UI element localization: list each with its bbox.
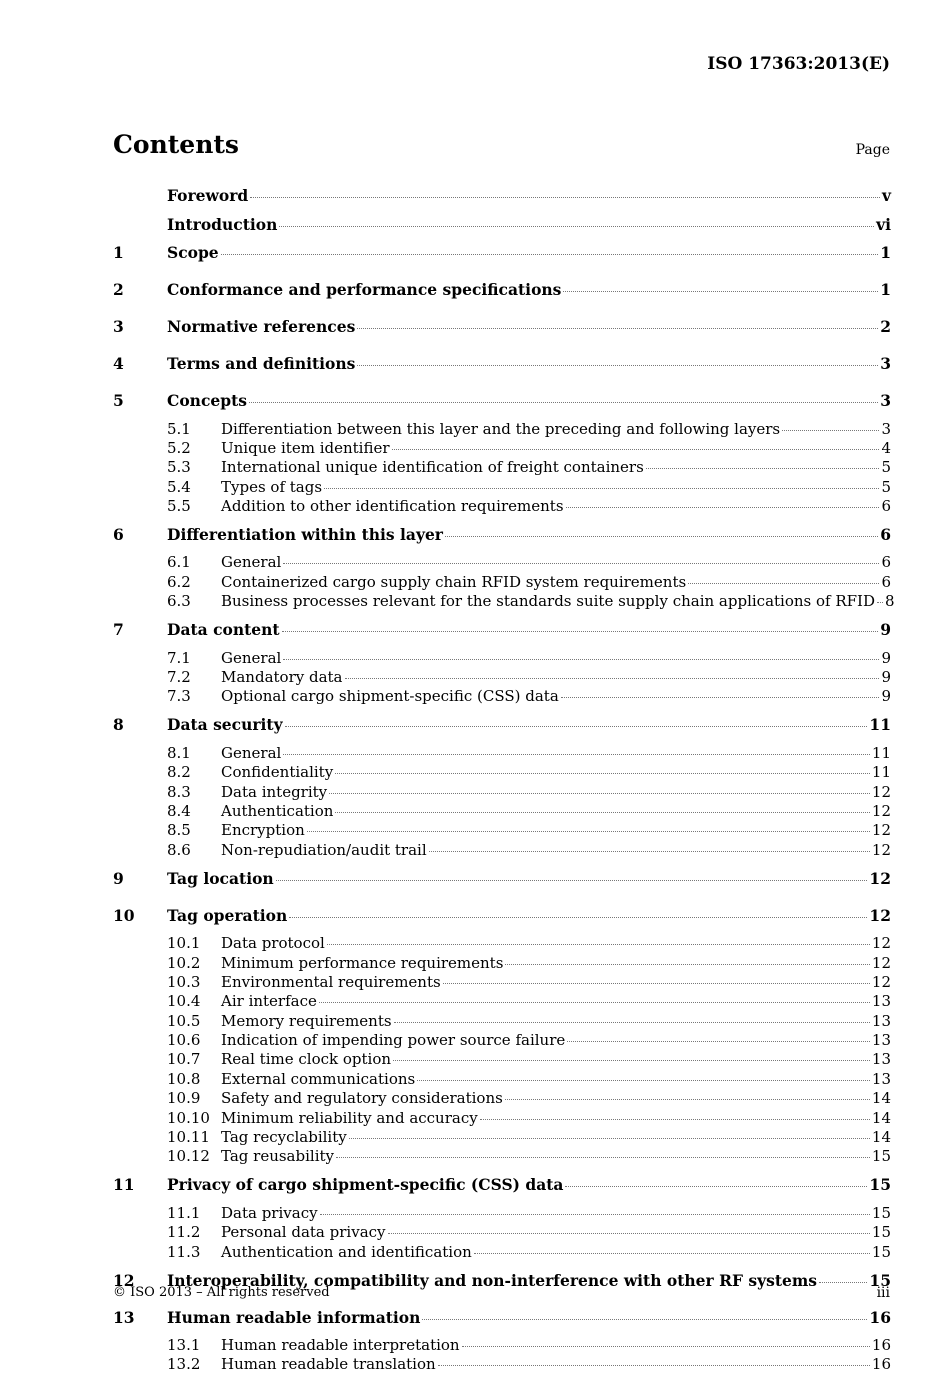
toc-subentry[interactable]: [113, 592, 895, 611]
toc-subentry-page: 9: [881, 648, 891, 667]
toc-subentry-number: 6.3: [167, 592, 191, 611]
dot-leader: [335, 773, 870, 774]
toc-subentry-number: 10.8: [167, 1069, 201, 1088]
toc-entry-title: Foreword: [167, 186, 249, 205]
toc-entry-page: vi: [876, 214, 891, 234]
dot-leader: [445, 536, 878, 537]
toc-subentry-number: 10.11: [167, 1128, 210, 1147]
toc-subentry-title: Tag reusability: [221, 1147, 334, 1166]
toc-subentry[interactable]: [113, 1204, 891, 1223]
toc-subentry[interactable]: [113, 1128, 891, 1147]
toc-subentry[interactable]: [113, 1336, 891, 1355]
toc-subentry[interactable]: [113, 1070, 891, 1089]
toc-subentry-title: Air interface: [221, 992, 317, 1011]
toc-subentry-page: 6: [881, 497, 891, 516]
toc-subentry[interactable]: [113, 1147, 891, 1166]
toc-subentry-title: Personal data privacy: [221, 1223, 386, 1242]
dot-leader: [282, 631, 879, 632]
toc-subentry-title: Differentiation between this layer and the preceding and following layers: [221, 419, 781, 438]
dot-leader: [283, 659, 879, 660]
toc-subentry[interactable]: [113, 1012, 891, 1031]
dot-leader: [565, 1186, 867, 1187]
dot-leader: [320, 1214, 870, 1215]
toc-subentry-page: 12: [871, 953, 891, 972]
toc-subentry-number: 8.1: [167, 743, 191, 762]
toc-subentry[interactable]: [113, 1109, 891, 1128]
toc-subentry-number: 11.2: [167, 1223, 201, 1242]
toc-entry[interactable]: [113, 243, 891, 272]
toc-entry-number: 13: [113, 1307, 135, 1327]
toc-subentry-page: 16: [871, 1336, 891, 1354]
dot-leader: [357, 328, 878, 329]
toc-subentry[interactable]: [113, 973, 891, 992]
toc-entry-number: 5: [113, 391, 124, 410]
dot-leader: [819, 1282, 867, 1283]
toc-subentry[interactable]: [113, 573, 891, 592]
toc-subentry-number: 5.3: [167, 458, 191, 477]
toc-subentry[interactable]: [113, 1089, 891, 1108]
toc-subentry[interactable]: [113, 1031, 891, 1050]
dot-leader: [324, 488, 879, 489]
toc-subentry-number: 8.3: [167, 782, 191, 801]
dot-leader: [336, 1157, 870, 1158]
toc-subentry-title: Types of tags: [221, 477, 323, 496]
toc-subentry-page: 6: [881, 553, 891, 572]
toc-subentry-page: 13: [871, 992, 891, 1011]
toc-subentry[interactable]: [113, 553, 891, 572]
toc-subentry-page: 9: [881, 668, 891, 687]
toc-entry-page: 9: [880, 620, 891, 640]
toc-subentry[interactable]: [113, 992, 891, 1011]
toc-entry-title: Human readable information: [167, 1307, 421, 1327]
dot-leader: [283, 563, 879, 564]
toc-subentry-title: Mandatory data: [221, 668, 343, 687]
toc-subentry-number: 5.1: [167, 419, 191, 438]
toc-subentry[interactable]: [113, 934, 891, 953]
toc-subentry[interactable]: [113, 954, 891, 973]
toc-subentry[interactable]: [113, 841, 891, 860]
toc-subentry-page: 14: [871, 1089, 891, 1108]
toc-entry-title: Differentiation within this layer: [167, 524, 443, 544]
dot-leader: [394, 1022, 870, 1023]
toc-entry[interactable]: [113, 317, 891, 346]
toc-subentry-title: Environmental requirements: [221, 972, 441, 991]
dot-leader: [505, 1099, 870, 1100]
toc-subentry[interactable]: [113, 458, 891, 477]
dot-leader: [289, 917, 867, 918]
toc-subentry-title: Encryption: [221, 821, 305, 840]
toc-subentry-page: 12: [871, 840, 891, 859]
toc-subentry-page: 16: [871, 1355, 891, 1374]
toc-entry-number: 9: [113, 868, 124, 888]
toc-entry-page: 6: [880, 524, 891, 544]
dot-leader: [438, 1365, 870, 1366]
toc-subentry-number: 10.1: [167, 934, 201, 953]
toc-entry-number: 7: [113, 620, 124, 640]
toc-subentry-page: 13: [871, 1011, 891, 1030]
toc-entry[interactable]: [113, 1308, 891, 1337]
toc-subentry-page: 12: [871, 782, 891, 801]
toc-subentry[interactable]: [113, 821, 891, 840]
toc-subentry-number: 5.2: [167, 438, 191, 457]
toc-subentry-page: 12: [871, 801, 891, 820]
toc-subentry-page: 4: [881, 438, 891, 457]
toc-entry-title: Data security: [167, 715, 283, 735]
toc-subentry-number: 11.1: [167, 1203, 201, 1222]
toc-subentry-number: 11.3: [167, 1242, 201, 1261]
toc-subentry-title: General: [221, 553, 282, 572]
toc-entry-number: 12: [113, 1270, 135, 1290]
dot-leader: [429, 851, 870, 852]
dot-leader: [392, 449, 880, 450]
toc-subentry-page: 11: [871, 743, 891, 762]
toc-subentry-title: Minimum performance requirements: [221, 953, 504, 972]
toc-subentry-title: Minimum reliability and accuracy: [221, 1108, 478, 1127]
toc-subentry-page: 5: [881, 458, 891, 477]
toc-subentry-page: 5: [881, 477, 891, 496]
toc-entry[interactable]: [113, 620, 891, 649]
toc-subentry-title: Tag recyclability: [221, 1128, 347, 1147]
toc-subentry-title: Data protocol: [221, 934, 325, 953]
toc-subentry-page: 3: [881, 419, 891, 438]
toc-subentry-page: 6: [881, 572, 891, 591]
toc-entry-title: Interoperability, compatibility and non-interference with other RF systems: [167, 1270, 817, 1290]
dot-leader: [276, 880, 868, 881]
copyright-notice: © ISO 2013 – All rights reserved: [113, 1285, 330, 1300]
toc-subentry-page: 9: [881, 687, 891, 706]
toc-entry-title: Introduction: [167, 214, 278, 234]
dot-leader: [285, 726, 868, 727]
toc-subentry-page: 15: [871, 1223, 891, 1242]
toc-subentry-title: Confidentiality: [221, 763, 334, 782]
toc-subentry-page: 12: [871, 934, 891, 953]
toc-subentry-number: 7.1: [167, 648, 191, 667]
toc-entry[interactable]: [113, 215, 891, 244]
toc-subentry[interactable]: [113, 1355, 891, 1374]
toc-subentry-number: 7.2: [167, 668, 191, 687]
toc-subentry-number: 10.3: [167, 972, 201, 991]
toc-subentry[interactable]: [113, 687, 891, 706]
toc-subentry-number: 6.2: [167, 572, 191, 591]
toc-subentry-title: Authentication: [221, 801, 334, 820]
toc-entry-number: 1: [113, 243, 124, 262]
toc-subentry-number: 8.2: [167, 763, 191, 782]
dot-leader: [250, 197, 880, 198]
toc-subentry-page: 15: [871, 1147, 891, 1166]
toc-entry-number: 3: [113, 317, 124, 336]
toc-subentry-title: General: [221, 648, 282, 667]
toc-subentry-title: Addition to other identification requirements: [221, 497, 564, 516]
toc-subentry-number: 8.5: [167, 821, 191, 840]
toc-entry-page: 15: [869, 1175, 891, 1195]
toc-subentry-number: 10.10: [167, 1108, 210, 1127]
toc-entry-page: v: [881, 186, 891, 205]
page-number: iii: [876, 1285, 890, 1301]
dot-leader: [480, 1119, 870, 1120]
table-of-contents: [113, 186, 895, 1375]
toc-subentry-page: 14: [871, 1128, 891, 1147]
dot-leader: [279, 226, 874, 227]
toc-entry-title: Conformance and performance specifications: [167, 280, 562, 299]
toc-subentry-number: 10.7: [167, 1050, 201, 1069]
toc-subentry-title: General: [221, 743, 282, 762]
toc-entry-page: 3: [880, 354, 891, 373]
dot-leader: [566, 507, 880, 508]
dot-leader: [443, 983, 870, 984]
dot-leader: [782, 430, 879, 431]
toc-subentry[interactable]: [113, 668, 891, 687]
dot-leader: [505, 964, 869, 965]
toc-subentry-page: 15: [871, 1203, 891, 1222]
toc-entry-number: 6: [113, 524, 124, 544]
toc-entry[interactable]: [113, 391, 891, 420]
toc-entry-number: 8: [113, 715, 124, 735]
toc-entry-page: 3: [880, 391, 891, 410]
toc-subentry-title: Containerized cargo supply chain RFID system requirements: [221, 572, 687, 591]
toc-subentry[interactable]: [113, 783, 891, 802]
dot-leader: [319, 1002, 870, 1003]
toc-entry-page: 11: [869, 715, 891, 735]
toc-entry[interactable]: [113, 906, 891, 935]
toc-subentry[interactable]: [113, 420, 891, 439]
toc-subentry-number: 10.4: [167, 992, 201, 1011]
toc-subentry[interactable]: [113, 1050, 891, 1069]
toc-subentry-page: 14: [871, 1108, 891, 1127]
dot-leader: [417, 1080, 870, 1081]
toc-subentry-number: 5.4: [167, 477, 191, 496]
toc-subentry-title: Indication of impending power source failure: [221, 1031, 566, 1050]
toc-subentry-page: 13: [871, 1031, 891, 1050]
toc-entry-page: 12: [869, 905, 891, 925]
toc-entry-number: 4: [113, 354, 124, 373]
toc-entry[interactable]: [113, 869, 891, 898]
toc-entry[interactable]: [113, 354, 891, 383]
dot-leader: [393, 1060, 870, 1061]
toc-subentry-title: Real time clock option: [221, 1050, 392, 1069]
toc-subentry-number: 10.2: [167, 953, 201, 972]
dot-leader: [307, 831, 870, 832]
toc-entry-number: 2: [113, 280, 124, 299]
toc-subentry[interactable]: [113, 1223, 891, 1242]
toc-entry-page: 2: [880, 317, 891, 336]
toc-entry-title: Terms and definitions: [167, 354, 356, 373]
toc-subentry-number: 10.12: [167, 1147, 210, 1166]
document-id: ISO 17363:2013(E): [707, 54, 890, 74]
toc-subentry-title: Safety and regulatory considerations: [221, 1089, 503, 1108]
toc-subentry[interactable]: [113, 497, 891, 516]
dot-leader: [462, 1346, 870, 1347]
dot-leader: [563, 291, 878, 292]
toc-subentry-title: Data integrity: [221, 782, 328, 801]
toc-entry-number: 10: [113, 905, 135, 925]
toc-subentry-title: Unique item identifier: [221, 438, 390, 457]
toc-entry[interactable]: [113, 715, 891, 744]
toc-subentry-number: 7.3: [167, 687, 191, 706]
toc-subentry-title: International unique identification of freight containers: [221, 458, 644, 477]
toc-subentry-number: 10.9: [167, 1089, 201, 1108]
toc-entry-title: Tag location: [167, 868, 274, 888]
dot-leader: [249, 402, 878, 403]
dot-leader: [335, 812, 870, 813]
toc-subentry-title: Optional cargo shipment-specific (CSS) data: [221, 687, 559, 706]
dot-leader: [474, 1253, 870, 1254]
toc-subentry-page: 13: [871, 1069, 891, 1088]
toc-subentry[interactable]: [113, 744, 891, 763]
toc-entry[interactable]: [113, 280, 891, 309]
dot-leader: [567, 1041, 870, 1042]
toc-entry-title: Tag operation: [167, 905, 288, 925]
toc-subentry-title: External communications: [221, 1069, 416, 1088]
dot-leader: [388, 1233, 870, 1234]
toc-entry-title: Normative references: [167, 317, 356, 336]
toc-subentry-number: 8.4: [167, 801, 191, 820]
toc-subentry-title: Business processes relevant for the standards suite supply chain applications of RFID: [221, 592, 875, 611]
toc-entry-page: 16: [869, 1307, 891, 1327]
toc-subentry-title: Non-repudiation/audit trail: [221, 840, 427, 859]
dot-leader: [329, 793, 870, 794]
toc-entry-page: 1: [880, 280, 891, 299]
toc-subentry-number: 13.2: [167, 1355, 201, 1374]
dot-leader: [561, 697, 880, 698]
toc-entry-page: 15: [869, 1270, 891, 1290]
toc-entry-page: 1: [880, 243, 891, 262]
toc-entry[interactable]: [113, 1175, 891, 1204]
toc-subentry-page: 8: [885, 592, 895, 611]
toc-entry-page: 12: [869, 868, 891, 888]
toc-subentry-page: 12: [871, 821, 891, 840]
toc-subentry-page: 15: [871, 1242, 891, 1261]
toc-subentry-page: 13: [871, 1050, 891, 1069]
toc-entry[interactable]: [113, 525, 891, 554]
toc-subentry[interactable]: [113, 1243, 891, 1262]
toc-subentry[interactable]: [113, 649, 891, 668]
dot-leader: [357, 365, 878, 366]
toc-subentry-number: 6.1: [167, 553, 191, 572]
toc-entry-title: Privacy of cargo shipment-specific (CSS) data: [167, 1175, 564, 1195]
toc-subentry-page: 12: [871, 972, 891, 991]
dot-leader: [345, 678, 880, 679]
dot-leader: [349, 1138, 870, 1139]
toc-entry-title: Data content: [167, 620, 280, 640]
toc-subentry[interactable]: [113, 763, 891, 782]
toc-subentry-title: Data privacy: [221, 1203, 318, 1222]
toc-subentry-number: 10.6: [167, 1031, 201, 1050]
toc-entry[interactable]: [113, 186, 891, 215]
toc-entry-title: Scope: [167, 243, 219, 262]
dot-leader: [877, 602, 883, 603]
page-title: Contents: [113, 130, 240, 159]
dot-leader: [422, 1319, 867, 1320]
dot-leader: [646, 468, 880, 469]
toc-entry-number: 11: [113, 1175, 135, 1195]
dot-leader: [221, 254, 879, 255]
dot-leader: [327, 944, 870, 945]
toc-subentry-title: Memory requirements: [221, 1011, 392, 1030]
toc-subentry-page: 11: [871, 763, 891, 782]
dot-leader: [283, 754, 870, 755]
toc-subentry-title: Human readable translation: [221, 1355, 436, 1374]
toc-subentry-title: Authentication and identification: [221, 1242, 472, 1261]
toc-subentry[interactable]: [113, 439, 891, 458]
toc-subentry-number: 5.5: [167, 497, 191, 516]
toc-subentry[interactable]: [113, 478, 891, 497]
toc-subentry-title: Human readable interpretation: [221, 1336, 460, 1354]
dot-leader: [688, 583, 879, 584]
toc-subentry-number: 10.5: [167, 1011, 201, 1030]
toc-subentry-number: 13.1: [167, 1336, 201, 1354]
page-column-label: Page: [855, 142, 890, 158]
toc-subentry-number: 8.6: [167, 840, 191, 859]
toc-subentry[interactable]: [113, 802, 891, 821]
toc-entry-title: Concepts: [167, 391, 247, 410]
